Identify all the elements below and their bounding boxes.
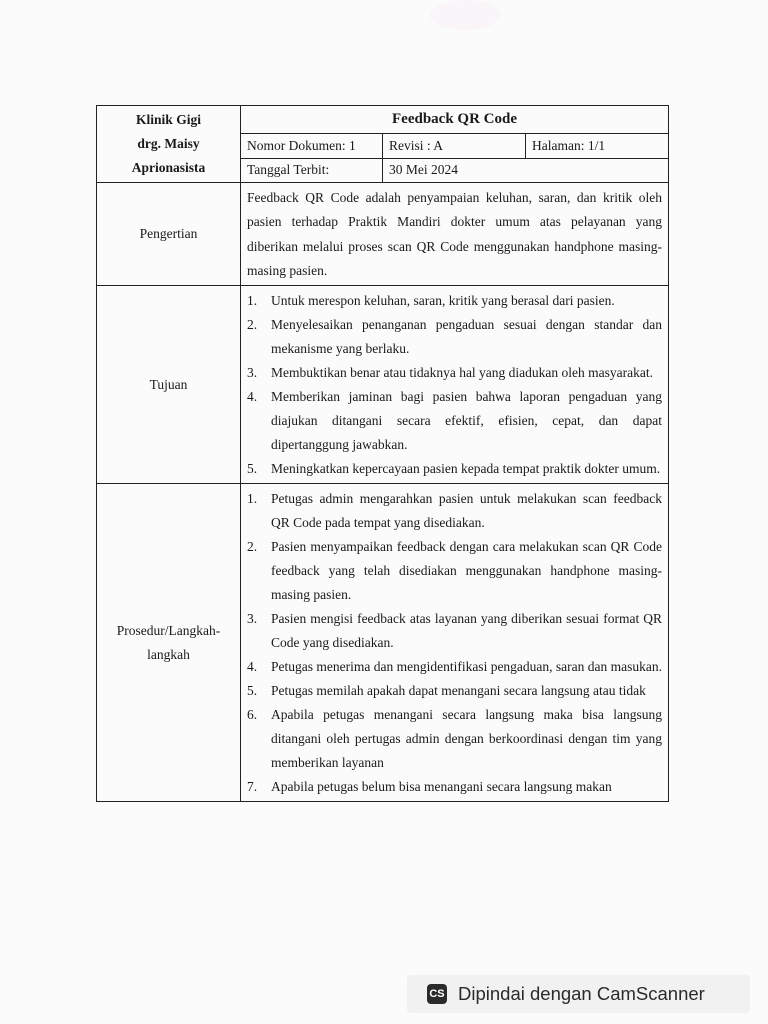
section-label-tujuan: Tujuan — [97, 286, 241, 484]
watermark-label: Dipindai dengan CamScanner — [458, 983, 705, 1004]
revision: Revisi : A — [383, 134, 526, 158]
list-item: 5. Meningkatkan kepercayaan pasien kepada tempat praktik dokter umum. — [247, 461, 661, 477]
section-content-pengertian — [241, 183, 669, 286]
list-item: 2. Menyelesaikan penanganan pengaduan sesuai dengan standar dan mekanisme yang berlaku. — [247, 317, 662, 357]
clinic-line: drg. Maisy — [137, 136, 200, 151]
clinic-line: Klinik Gigi — [136, 112, 201, 127]
section-label-prosedur — [97, 484, 241, 802]
scan-smudge — [430, 0, 500, 30]
list-item: 3. Membuktikan benar atau tidaknya hal yang diadukan oleh masyarakat. — [247, 365, 653, 381]
camscanner-icon: CS — [427, 984, 447, 1004]
section-content-tujuan — [241, 286, 669, 484]
list-item: 5. Petugas memilah apakah dapat menangani secara langsung atau tidak — [247, 683, 646, 699]
list-item: 4. Petugas menerima dan mengidentifikasi pengaduan, saran dan masukan. — [247, 659, 663, 675]
list-item: 4. Memberikan jaminan bagi pasien bahwa laporan pengaduan yang diajukan ditangani secara efektif, efisien, cepat, dan dapat dipertanggung jawabkan. — [247, 389, 662, 453]
list-item: 7. Apabila petugas belum bisa menangani secara langsung makan — [247, 779, 612, 795]
section-label-pengertian: Pengertian — [97, 183, 241, 286]
clinic-line: Aprionasista — [131, 160, 206, 175]
prosedur-label-line: langkah — [147, 646, 190, 662]
list-item: 2. Pasien menyampaikan feedback dengan cara melakukan scan QR Code feedback yang telah disediakan menggunakan handphone masing-masing pasien. — [247, 539, 662, 603]
section-content-prosedur — [241, 484, 669, 802]
list-item: 1. Untuk merespon keluhan, saran, kritik yang berasal dari pasien. — [247, 293, 615, 309]
clinic-name — [97, 106, 241, 183]
prosedur-list — [247, 487, 662, 799]
issue-date-value: 30 Mei 2024 — [383, 158, 669, 182]
list-item: 3. Pasien mengisi feedback atas layanan yang diberikan sesuai format QR Code yang disediakan. — [247, 611, 662, 651]
prosedur-label-line: Prosedur/Langkah- — [116, 622, 221, 638]
pengertian-text: Feedback QR Code adalah penyampaian keluhan, saran, dan kritik oleh pasien terhadap Praktik Mandiri dokter umum atas pelayanan yang diberikan melalui proses scan QR Code menggunakan handphone masing-masing pasien. — [247, 190, 662, 278]
list-item: 1. Petugas admin mengarahkan pasien untuk melakukan scan feedback QR Code pada tempat yang disediakan. — [247, 491, 662, 531]
camscanner-watermark — [407, 975, 750, 1013]
issue-date-label: Tanggal Terbit: — [241, 158, 383, 182]
page-number: Halaman: 1/1 — [526, 134, 669, 158]
document-title: Feedback QR Code — [241, 106, 669, 134]
sop-document-table — [96, 105, 669, 802]
tujuan-list — [247, 289, 662, 481]
list-item: 6. Apabila petugas menangani secara langsung maka bisa langsung ditangani oleh pertugas admin dengan berkoordinasi dengan tim yang memberikan layanan — [247, 707, 662, 771]
document-number: Nomor Dokumen: 1 — [241, 134, 383, 158]
